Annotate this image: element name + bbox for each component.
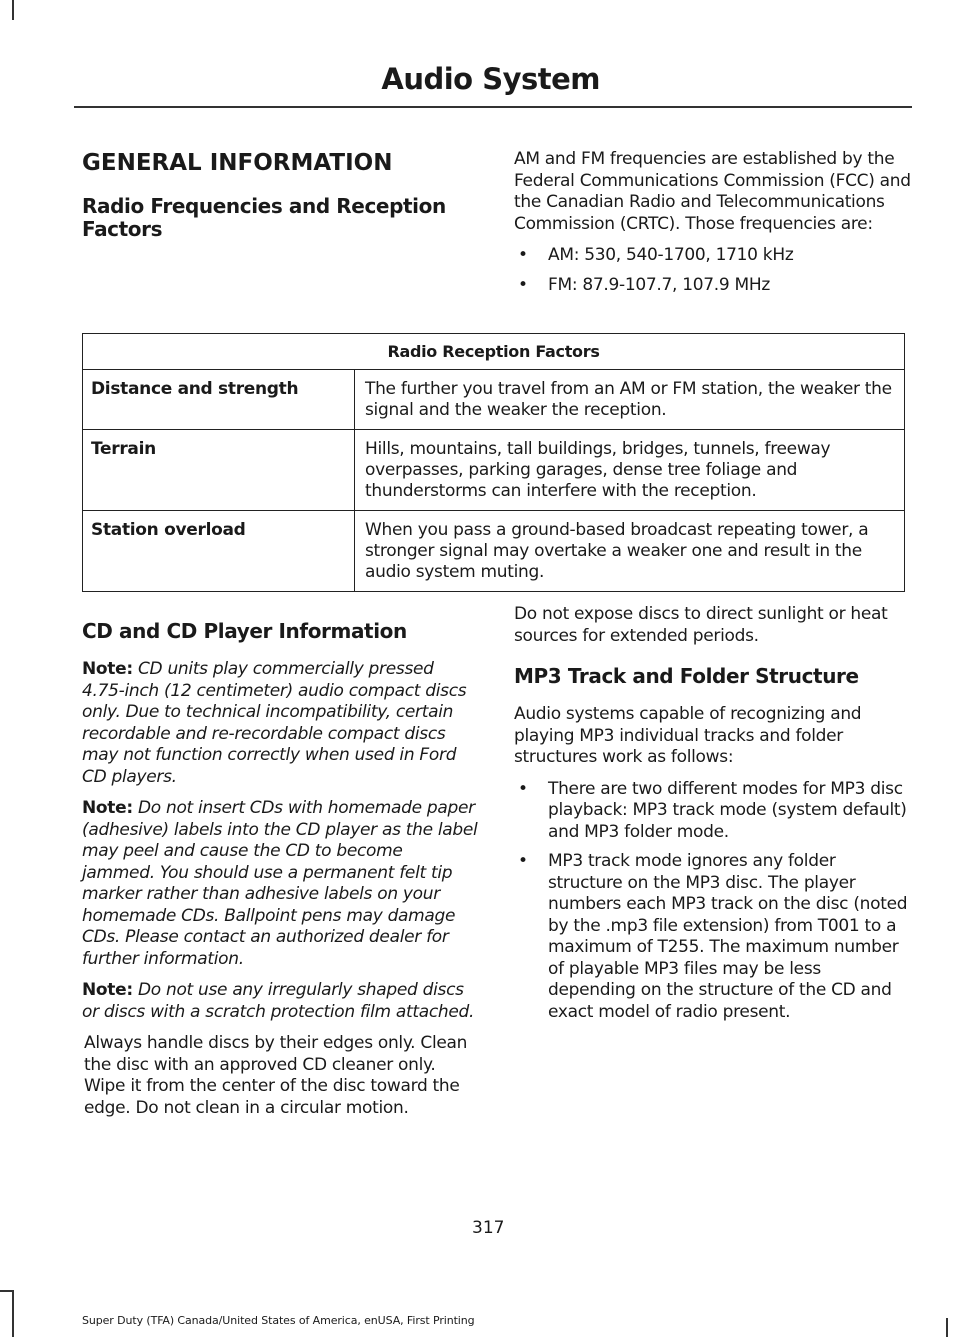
bullet-icon: •: [518, 274, 528, 295]
table-row: [83, 370, 905, 430]
note-text: Do not use any irregularly shaped discs or discs with a scratch protection film attached.: [82, 980, 475, 1022]
crop-mark-bottom-left: [12, 1290, 14, 1337]
description-cell: The further you travel from an AM or FM station, the weaker the signal and the weaker the reception.: [355, 370, 905, 430]
frequency-list: [514, 245, 912, 296]
note: [82, 980, 478, 1023]
note-label: Note:: [82, 980, 133, 1000]
factor-cell: Terrain: [83, 430, 355, 511]
note-text: CD units play commercially pressed 4.75-inch (12 centimeter) audio compact discs only. Due to technical incompatibility, certain recordable and re-recordable compact discs may not function correctly when used in Ford CD players.: [82, 659, 467, 787]
general-right-column: [514, 149, 912, 304]
note: [82, 798, 478, 970]
list-item: • There are two different modes for MP3 disc playback: MP3 track mode (system default) and MP3 folder mode.: [518, 778, 907, 842]
note-label: Note:: [82, 798, 133, 818]
list-item: • MP3 track mode ignores any folder structure on the MP3 disc. The player numbers each MP3 track on the disc (noted by the .mp3 file extension) from T001 to a maximum of T255. The maximum number of playable MP3 files may be less depending on the structure of the CD and exact model of radio present.: [518, 851, 908, 1022]
note-text: Do not insert CDs with homemade paper (adhesive) labels into the CD player as the label may peel and cause the CD to become jammed. You should use a permanent felt tip marker rather than adhesive labels on your homemade CDs. Ballpoint pens may damage CDs. Please contact an authorized dealer for further information.: [82, 798, 478, 969]
factor-cell: Station overload: [83, 511, 355, 592]
note: [82, 659, 478, 788]
section-heading: GENERAL INFORMATION: [82, 150, 393, 176]
mp3-intro: Audio systems capable of recognizing and playing MP3 individual tracks and folder structures work as follows:: [514, 704, 862, 767]
cd-right-column: [514, 604, 912, 1031]
bullet-icon: •: [518, 851, 528, 871]
radio-reception-factors-table: [82, 333, 905, 592]
sunlight-text: Do not expose discs to direct sunlight or heat sources for extended periods.: [514, 604, 888, 646]
radio-frequencies-heading: Radio Frequencies and Reception Factors: [82, 194, 446, 241]
description-cell: When you pass a ground-based broadcast repeating tower, a stronger signal may overtake a weaker one and result in the audio system muting.: [355, 511, 905, 592]
table-row: [83, 511, 905, 592]
factor-cell: Distance and strength: [83, 370, 355, 430]
header-rule: [74, 106, 912, 108]
bullet-icon: •: [518, 245, 528, 265]
list-item: • AM: 530, 540-1700, 1710 kHz: [518, 245, 794, 265]
list-item: • FM: 87.9-107.7, 107.9 MHz: [518, 274, 770, 295]
frequencies-intro: AM and FM frequencies are established by the Federal Communications Commission (FCC) and the Canadian Radio and Telecommunications Commission (CRTC). Those frequencies are:: [514, 149, 911, 234]
crop-mark-bottom-left-h: [0, 1290, 14, 1292]
general-left-column: [82, 149, 482, 257]
page-number: 317: [472, 1218, 505, 1238]
handling-text: Always handle discs by their edges only. Clean the disc with an approved CD cleaner only. Wipe it from the center of the disc toward the edge. Do not clean in a circular motion.: [84, 1033, 468, 1118]
crop-mark-bottom-right: [946, 1318, 948, 1337]
crop-mark-top-left: [12, 0, 14, 20]
mp3-heading: MP3 Track and Folder Structure: [514, 664, 859, 688]
note-label: Note:: [82, 659, 133, 679]
page-header-title: Audio System: [381, 62, 600, 96]
table-row: [83, 430, 905, 511]
mp3-list: [514, 779, 912, 1024]
table-title: Radio Reception Factors: [83, 334, 905, 370]
cd-heading: CD and CD Player Information: [82, 619, 407, 643]
table-header-row: [83, 334, 905, 370]
cd-left-column: [82, 620, 478, 1129]
footer-text: Super Duty (TFA) Canada/United States of America, enUSA, First Printing: [82, 1314, 475, 1327]
description-cell: Hills, mountains, tall buildings, bridges, tunnels, freeway overpasses, parking garages, dense tree foliage and thunderstorms can interfere with the reception.: [355, 430, 905, 511]
bullet-icon: •: [518, 778, 528, 799]
